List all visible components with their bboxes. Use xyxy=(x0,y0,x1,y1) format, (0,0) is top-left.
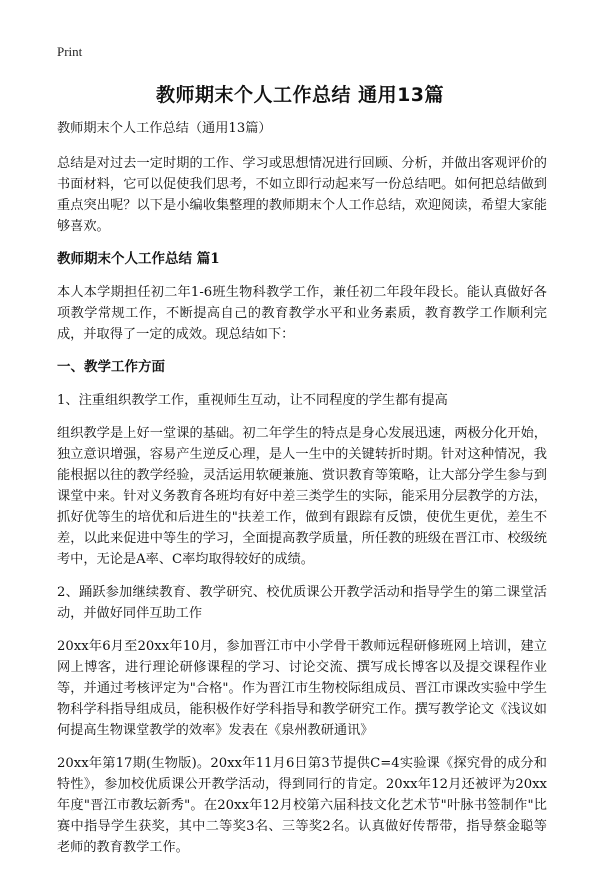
section-heading: 教师期末个人工作总结 篇1 xyxy=(57,251,220,267)
print-link[interactable]: Print xyxy=(57,44,83,59)
subsection-heading: 一、教学工作方面 xyxy=(57,359,165,375)
body-paragraph: 本人本学期担任初二年1-6班生物科教学工作，兼任初二年段年段长。能认真做好各项教学常规工作，不断提高自己的教育教学水平和业务素质，教育教学工作顺利完成，并取得了一定的成效。现总结如下： xyxy=(57,285,547,342)
list-item-heading: 2、踊跃参加继续教育、教学研究、校优质课公开教学活动和指导学生的第二课堂活动，并做好同伴互助工作 xyxy=(57,585,547,621)
intro-paragraph: 总结是对过去一定时期的工作、学习或思想情况进行回顾、分析，并做出客观评价的书面材料，它可以促使我们思考，不如立即行动起来写一份总结吧。如何把总结做到重点突出呢？以下是小编收集整理的教师期末个人工作总结，欢迎阅读，希望大家能够喜欢。 xyxy=(57,156,547,234)
document-subtitle: 教师期末个人工作总结（通用13篇） xyxy=(57,121,272,136)
document-body xyxy=(57,118,547,870)
body-paragraph: 组织教学是上好一堂课的基础。初二年学生的特点是身心发展迅速，两极分化开始，独立意识增强，容易产生逆反心理，是人一生中的关键转折时期。针对这种情况，我能根据以往的教学经验，灵活运用软硬兼施、赏识教育等策略，让大部分学生参与到课堂中来。针对义务教育各班均有好中差三类学生的实际，能采用分层教学的方法，抓好优等生的培优和后进生的"扶差工作，做到有跟踪有反馈，使优生更优，差生不差，以此来促进中等生的学习，全面提高教学质量，所任教的班级在晋江市、校级统考中，无论是A率、C率均取得较好的成绩。 xyxy=(57,426,547,567)
body-paragraph: 20xx年第17期(生物版)。20xx年11月6日第3节提供C=4实验课《探究骨的成分和特性》，参加校优质课公开教学活动，得到同行的肯定。20xx年12月还被评为20xx年度"晋江市教坛新秀"。在20xx年12月校第六届科技文化艺术节"叶脉书签制作"比赛中指导学生获奖，其中二等奖3名、三等奖2名。认真做好传帮带，指导蔡金聪等老师的教育教学工作。 xyxy=(57,756,547,855)
body-paragraph: 20xx年6月至20xx年10月，参加晋江市中小学骨干教师远程研修班网上培训，建立网上博客，进行理论研修课程的学习、讨论交流、撰写成长博客以及提交课程作业等，并通过考核评定为"合格"。作为晋江市生物校际组成员、晋江市课改实验中学生物科学科指导组成员，能积极作好学科指导和教学研究工作。撰写教学论文《浅议如何提高生物课堂教学的效率》发表在《泉州教研通讯》 xyxy=(57,639,547,738)
list-item-heading: 1、注重组织教学工作，重视师生互动，让不同程度的学生都有提高 xyxy=(57,393,448,408)
document-title: 教师期末个人工作总结 通用13篇 xyxy=(155,84,445,106)
